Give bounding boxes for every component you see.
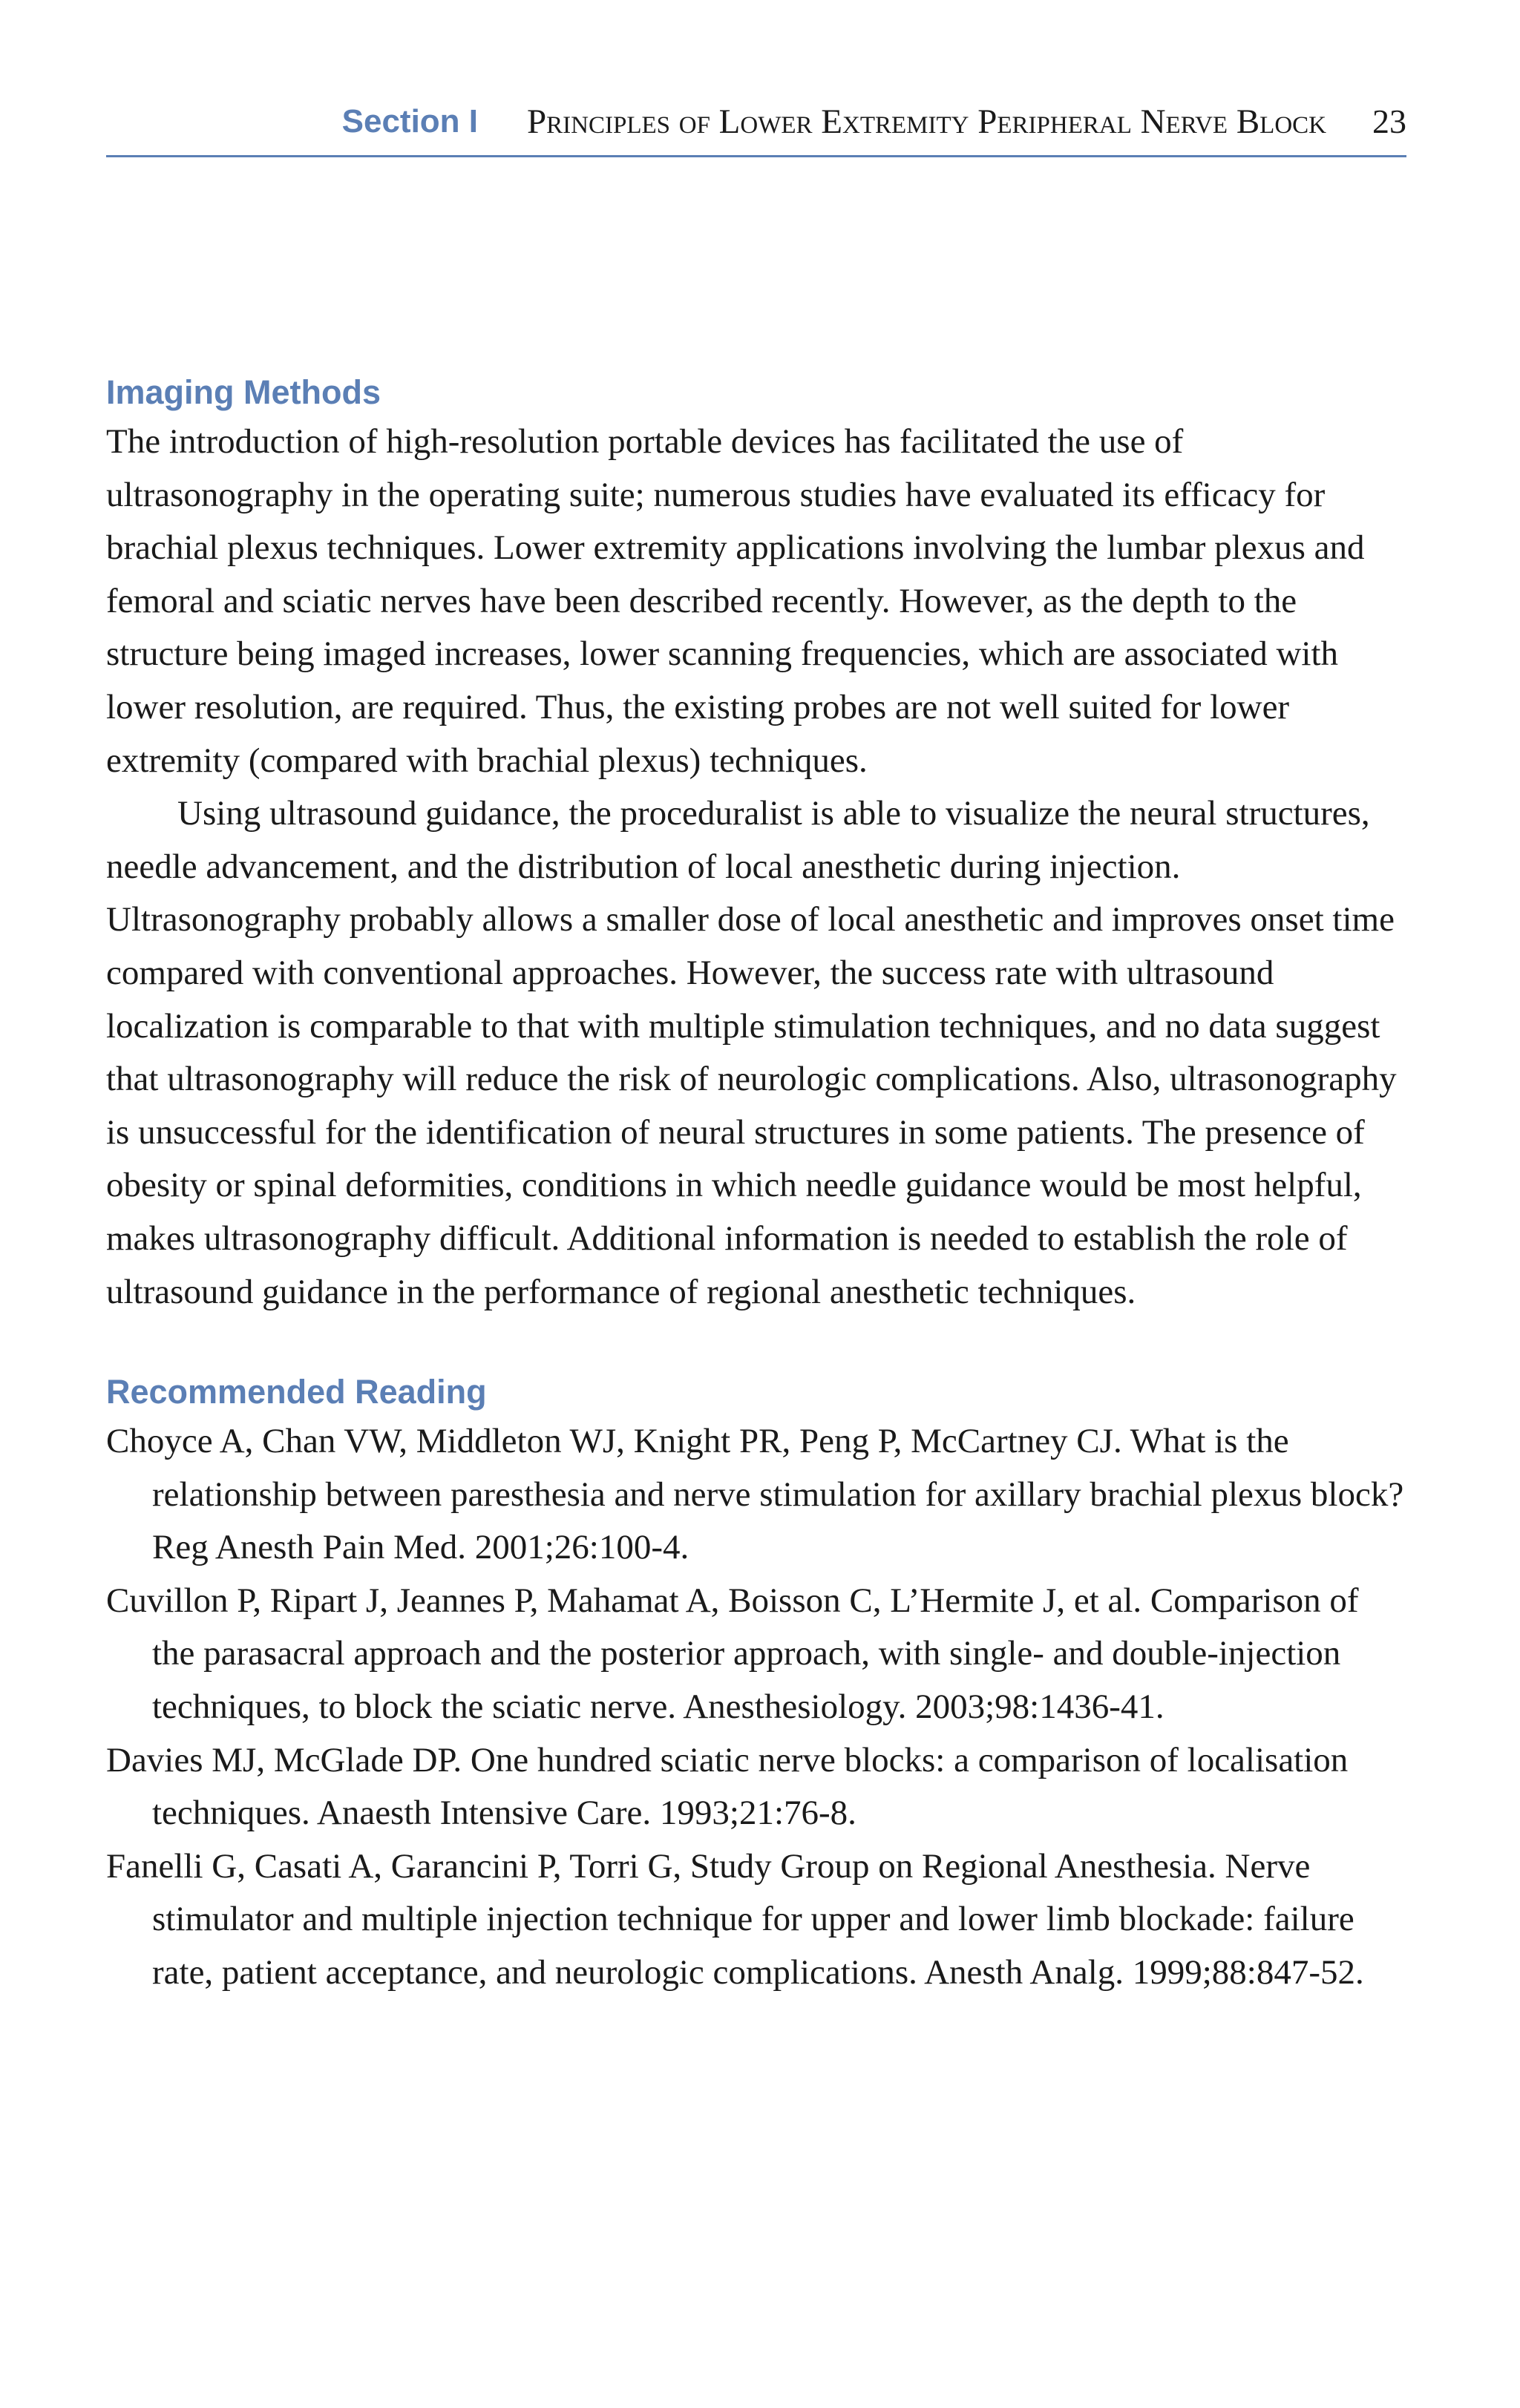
reference-item: Fanelli G, Casati A, Garancini P, Torri G, Study Group on Regional Anesthesia. Nerve stimulator and multiple injection technique for upper and lower limb blockade: failure rate, patient acceptance, and neurologic complications. Anesth Analg. 1999;88:847-52.: [106, 1846, 1364, 1992]
page-body: [106, 370, 1409, 2000]
reference-item: Choyce A, Chan VW, Middleton WJ, Knight PR, Peng P, McCartney CJ. What is the relationship between paresthesia and nerve stimulation for axillary brachial plexus block? Reg Anesth Pain Med. 2001;26:100-4.: [106, 1422, 1404, 1567]
section-spacer: [106, 1319, 1409, 1369]
imaging-methods-heading: Imaging Methods: [106, 373, 381, 411]
reference-item: Cuvillon P, Ripart J, Jeannes P, Mahamat A, Boisson C, L’Hermite J, et al. Comparison of the parasacral approach and the posterior approach, with single- and double-injection techniques, to block the sciatic nerve. Anesthesiology. 2003;98:1436-41.: [106, 1581, 1359, 1727]
reference-list: [106, 1415, 1409, 2000]
reference-item: Davies MJ, McGlade DP. One hundred sciatic nerve blocks: a comparison of localisation techniques. Anaesth Intensive Care. 1993;21:76-8.: [106, 1740, 1349, 1833]
running-header: [106, 95, 1406, 157]
imaging-methods-paragraph-2: Using ultrasound guidance, the proceduralist is able to visualize the neural structures, needle advancement, and the distribution of local anesthetic during injection. Ultrasonography probably allows a smaller dose of local anesthetic and improves onset time compared with conventional approaches. However, the success rate with ultrasound localization is comparable to that with multiple stimulation techniques, and no data suggest that ultrasonography will reduce the risk of neurologic complications. Also, ultrasonography is unsuccessful for the identification of neural structures in some patients. The presence of obesity or spinal deformities, conditions in which needle guidance would be most helpful, makes ultrasonography difficult. Additional information is needed to establish the role of ultrasound guidance in the performance of regional anesthetic techniques.: [106, 794, 1397, 1311]
header-chapter-title: Principles of Lower Extremity Peripheral Nerve Block: [527, 102, 1326, 141]
header-section-label: Section I: [341, 102, 478, 140]
page-number: 23: [1372, 102, 1406, 140]
recommended-reading-heading: Recommended Reading: [106, 1373, 487, 1411]
imaging-methods-paragraph-1: The introduction of high-resolution portable devices has facilitated the use of ultrasonography in the operating suite; numerous studies have evaluated its efficacy for brachial plexus techniques. Lower extremity applications involving the lumbar plexus and femoral and sciatic nerves have been described recently. However, as the depth to the structure being imaged increases, lower scanning frequencies, which are associated with lower resolution, are required. Thus, the existing probes are not well suited for lower extremity (compared with brachial plexus) techniques.: [106, 422, 1365, 780]
